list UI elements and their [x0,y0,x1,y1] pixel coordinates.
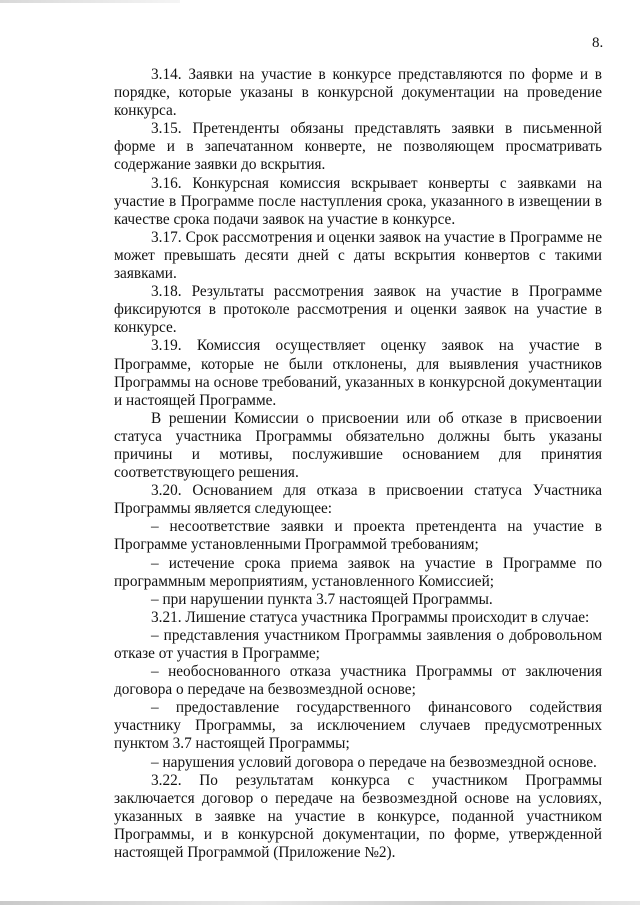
scan-bottom-edge [0,901,640,905]
list-item-refusal-2: – истечение срока приема заявок на участие в Программе по программным мероприятиям, установленного Комиссией; [114,554,602,590]
list-item-deprivation-2: – необоснованного отказа участника Программы от заключения договора о передаче на безвозмездной основе; [114,663,602,699]
list-item-refusal-1: – несоответствие заявки и проекта претендента на участие в Программе установленными Программой требованиям; [114,518,602,554]
paragraph-3-16: 3.16. Конкурсная комиссия вскрывает конверты с заявками на участие в Программе после наступления срока, указанного в извещении в качестве срока подачи заявок на участие в конкурсе. [114,174,602,228]
paragraph-3-21: 3.21. Лишение статуса участника Программы происходит в случае: [151,608,590,626]
page-number: 8. [592,35,604,51]
list-item-deprivation-3: – предоставление государственного финансового содействия участнику Программы, за исключением случаев предусмотренных пунктом 3.7 настоящей Программы; [114,699,602,753]
list-item-refusal-3: – при нарушении пункта 3.7 настоящей Программы. [151,590,493,608]
paragraph-3-17: 3.17. Срок рассмотрения и оценки заявок на участие в Программе не может превышать десяти дней с даты вскрытия конвертов с такими заявками. [114,228,602,283]
paragraph-3-14: 3.14. Заявки на участие в конкурсе представляются по форме и в порядке, которые указаны в конкурсной документации на проведение конкурса. [114,66,602,120]
list-item-deprivation-1: – представления участником Программы заявления о добровольном отказе от участия в Программе; [114,626,602,662]
paragraph-3-19: 3.19. Комиссия осуществляет оценку заявок на участие в Программе, которые не были отклонены, для выявления участников Программы на основе требований, указанных в конкурсной документации и настоящей Программе. [114,337,602,409]
paragraph-3-15: 3.15. Претенденты обязаны представлять заявки в письменной форме и в запечатанном конверте, не позволяющем просматривать содержание заявки до вскрытия. [114,120,602,174]
document-body [114,66,602,862]
list-item-deprivation-4: – нарушения условий договора о передаче на безвозмездной основе. [151,753,597,771]
scan-edge-mark [0,0,180,3]
paragraph-3-22: 3.22. По результатам конкурса с участником Программы заключается договор о передаче на безвозмездной основе на условиях, указанных в заявке на участие в конкурсе, поданной участником Программы, и в конкурсной документации, по форме, утвержденной настоящей Программой (Приложение №2). [114,771,602,862]
paragraph-3-18: 3.18. Результаты рассмотрения заявок на участие в Программе фиксируются в протоколе рассмотрения и оценки заявок на участие в конкурсе. [114,283,602,337]
paragraph-commission-decision: В решении Комиссии о присвоении или об отказе в присвоении статуса участника Программы обязательно должны быть указаны причины и мотивы, послужившие основанием для принятия соответствующего решения. [114,409,602,482]
paragraph-3-20: 3.20. Основанием для отказа в присвоении статуса Участника Программы является следующее: [114,482,602,518]
